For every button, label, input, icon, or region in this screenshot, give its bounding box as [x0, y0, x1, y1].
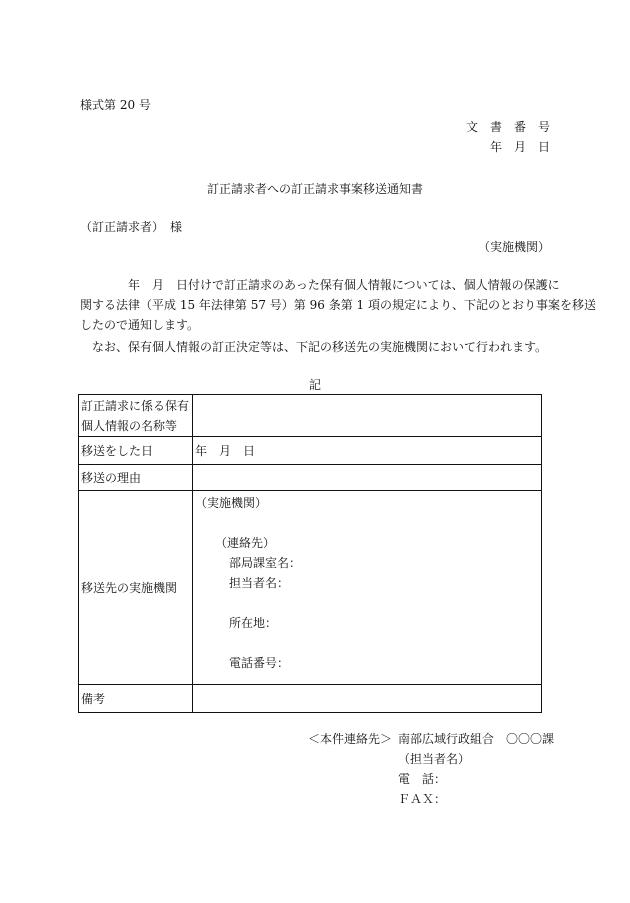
table-row — [79, 491, 542, 685]
table-row — [79, 437, 542, 465]
destination-department: 部局課室名： — [229, 556, 302, 570]
table-row — [79, 685, 542, 713]
row-label-transfer-date: 移送をした日 — [79, 437, 193, 465]
document-title: 訂正請求者への訂正請求事案移送通知書 — [206, 182, 423, 196]
destination-contact: （連絡先） — [215, 536, 276, 550]
ki-heading: 記 — [308, 378, 321, 392]
destination-agency: （実施機関） — [195, 496, 268, 510]
table-row — [79, 395, 542, 437]
sender-agency: （実施機関） — [477, 240, 550, 254]
destination-person: 担当者名： — [229, 576, 290, 590]
row-label-transfer-reason: 移送の理由 — [79, 465, 193, 491]
form-number: 様式第 20 号 — [80, 98, 151, 112]
row-value-transfer-reason — [193, 465, 542, 491]
row-label-remarks: 備考 — [79, 685, 193, 713]
row-label-destination-agency: 移送先の実施機関 — [79, 491, 193, 685]
contact-organization: 南部広域行政組合 〇〇〇課 — [398, 732, 555, 746]
row-value-remarks — [193, 685, 542, 713]
contact-person: （担当者名） — [398, 752, 471, 766]
contact-fax: ＦＡＸ： — [398, 792, 447, 806]
table-row — [79, 465, 542, 491]
body-line-4: なお、保有個人情報の訂正決定等は、下記の移送先の実施機関において行われます。 — [92, 340, 548, 354]
body-line-2: 関する法律（平成 15 年法律第 57 号）第 96 条第 1 項の規定により、下記のとおり事案を移送 — [80, 298, 596, 312]
contact-heading: ＜本件連絡先＞ — [308, 732, 393, 746]
row-value-record-name — [193, 395, 542, 437]
destination-phone: 電話番号： — [229, 656, 290, 670]
date-label: 年 月 日 — [489, 140, 550, 154]
row-value-transfer-date: 年 月 日 — [193, 437, 542, 465]
transfer-details-table — [78, 394, 542, 713]
document-number-label: 文 書 番 号 — [465, 120, 550, 134]
body-line-3: したので通知します。 — [80, 318, 200, 332]
body-line-1: 年 月 日付けで訂正請求のあった保有個人情報については、個人情報の保護に — [128, 278, 560, 292]
contact-tel: 電 話： — [398, 772, 447, 786]
row-value-destination-agency — [193, 491, 542, 685]
row-label-record-name: 訂正請求に係る保有 個人情報の名称等 — [79, 395, 193, 437]
addressee: （訂正請求者） 様 — [80, 220, 183, 234]
destination-address: 所在地： — [229, 616, 278, 630]
